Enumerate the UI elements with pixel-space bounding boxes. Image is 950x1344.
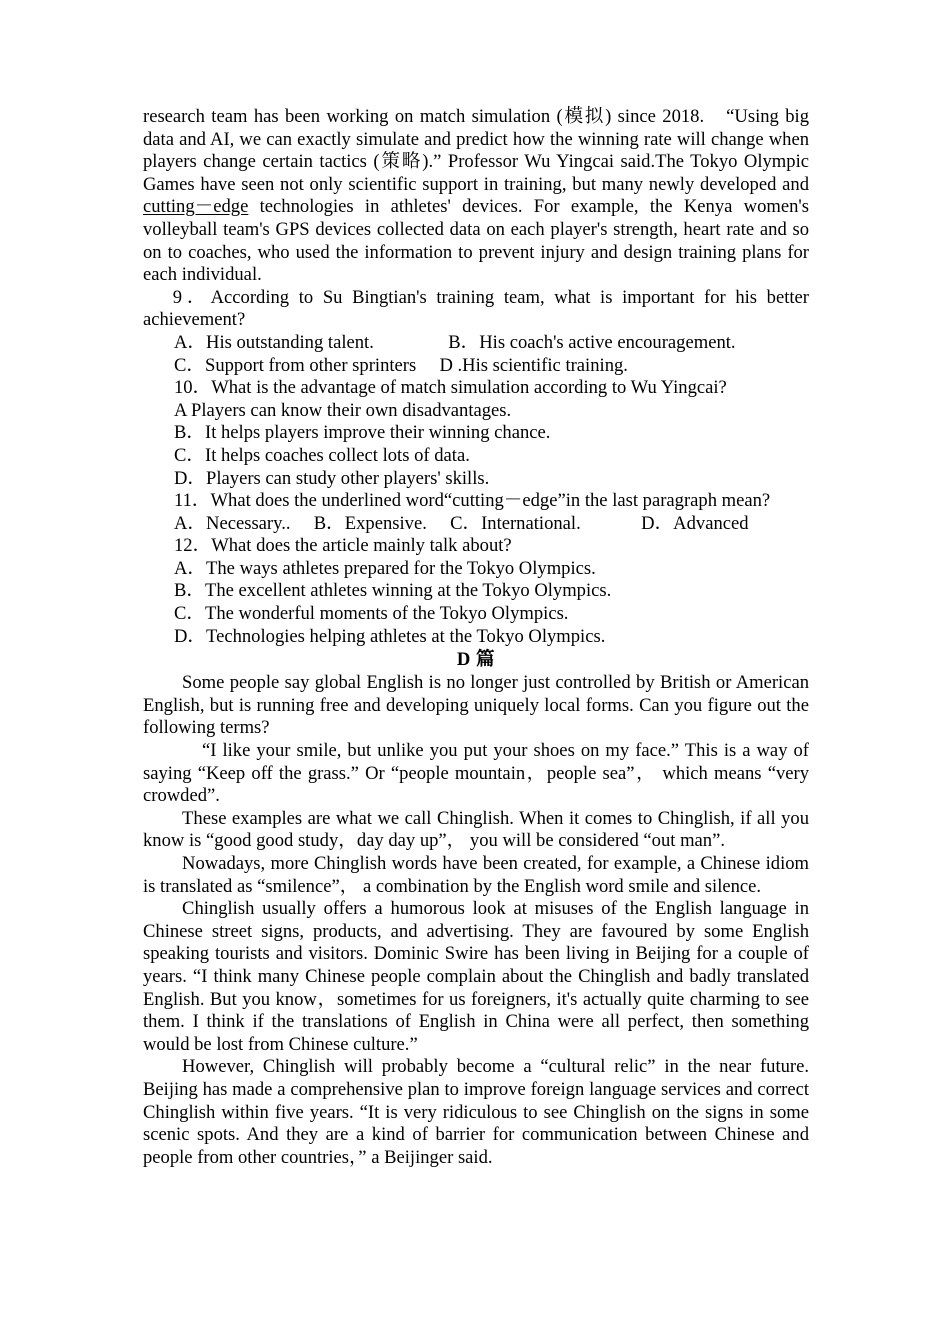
question-12-number: 12． [174,535,212,557]
question-9 [143,287,809,377]
question-9-option-row-2[interactable]: C．Support from other sprinters D .His scientific training. [174,354,628,376]
section-d-paragraph-4: Nowadays, more Chinglish words have been created, for example, a Chinese idiom is translated as “smilence”， a combination by the English word smile and silence. [143,853,809,897]
question-12-text: What does the article mainly talk about? [211,535,512,557]
section-d-paragraph-3: These examples are what we call Chinglish. When it comes to Chinglish, if all you know is “good good study，day day up”， you will be considered “out man”. [143,807,809,852]
question-11-stem [143,490,809,513]
question-10-stem [143,377,809,400]
passage-c-continuation-paragraph [143,106,809,287]
question-12 [143,535,809,648]
question-12-option-row-1[interactable]: A．The ways athletes prepared for the Tokyo Olympics. [174,557,596,579]
question-10 [143,377,809,490]
question-12-stem [143,535,809,558]
question-10-option-row-4[interactable]: D．Players can study other players' skills. [174,467,490,489]
question-11-text-prefix: What does the underlined word“ [210,490,453,512]
question-11-option-row-1[interactable]: A．Necessary.. B．Expensive. C．International. D．Advanced [174,512,749,534]
section-d-heading: D 篇 [456,649,496,671]
question-12-option-row-4[interactable]: D．Technologies helping athletes at the Tokyo Olympics. [174,625,606,647]
question-11-quoted-word: cutting－edge [452,490,558,512]
question-9-stem [143,287,809,332]
question-10-option-row-3[interactable]: C．It helps coaches collect lots of data. [174,444,470,466]
question-10-option-row-2[interactable]: B．It helps players improve their winning chance. [174,422,551,444]
question-12-option-row-3[interactable]: C．The wonderful moments of the Tokyo Olympics. [174,603,569,625]
question-12-option-row-2[interactable]: B．The excellent athletes winning at the Tokyo Olympics. [174,580,612,602]
question-11-text-suffix: ”in the last paragraph mean? [557,490,771,512]
question-9-number: 9． [172,286,211,308]
section-d-paragraph-2: “I like your smile, but unlike you put your shoes on my face.” This is a way of saying “Keep off the grass.” Or “people mountain，people sea”， which means “very crowded”. [143,740,809,807]
cutting-edge-underlined-term: cutting－edge [143,196,249,218]
question-10-text: What is the advantage of match simulation according to Wu Yingcai? [211,377,727,399]
question-9-option-row-1[interactable]: A．His outstanding talent. B．His coach's active encouragement. [174,331,736,353]
page-content-column [143,106,809,1169]
question-9-text: According to Su Bingtian's training team, what is important for his better achievement? [143,286,809,331]
question-11 [143,490,809,535]
section-d-paragraph-6: However, Chinglish will probably become a “cultural relic” in the near future. Beijing has made a comprehensive plan to improve foreign language services and correct Chinglish within five years. “It is very ridiculous to see Chinglish on the signs in some scenic spots. And they are a kind of barrier for communication between Chinese and people from other countries，” a Beijinger said. [143,1056,809,1168]
question-11-number: 11． [174,490,211,512]
passage-c-text-after-underline: technologies in athletes' devices. For example, the Kenya women's volleyball team's GPS devices collected data on each player's strength, heart rate and so on to coaches, who used the information to prevent injury and design training plans for each individual. [143,196,809,286]
passage-c-text-before-underline: research team has been working on match simulation (模拟) since 2018. “Using big data and AI, we can exactly simulate and predict how the winning rate will change when players change certain tactics (策略).” Professor Wu Yingcai said.The Tokyo Olympic Games have seen not only scientific support in training, but many newly developed and [143,106,809,195]
section-d-paragraph-1: Some people say global English is no longer just controlled by British or American English, but is running free and developing uniquely local forms. Can you figure out the following terms? [143,672,809,739]
question-10-option-row-1[interactable]: A Players can know their own disadvantages. [174,399,512,421]
question-10-number: 10． [174,377,212,399]
section-d-paragraph-5: Chinglish usually offers a humorous look at misuses of the English language in Chinese street signs, products, and advertising. They are favoured by some English speaking tourists and visitors. Dominic Swire has been living in Beijing for a couple of years. “I think many Chinese people complain about the Chinglish and badly translated English. But you know，sometimes for us foreigners, it's actually quite charming to see them. I think if the translations of English in China were all perfect, then something would be lost from Chinese culture.” [143,898,809,1055]
